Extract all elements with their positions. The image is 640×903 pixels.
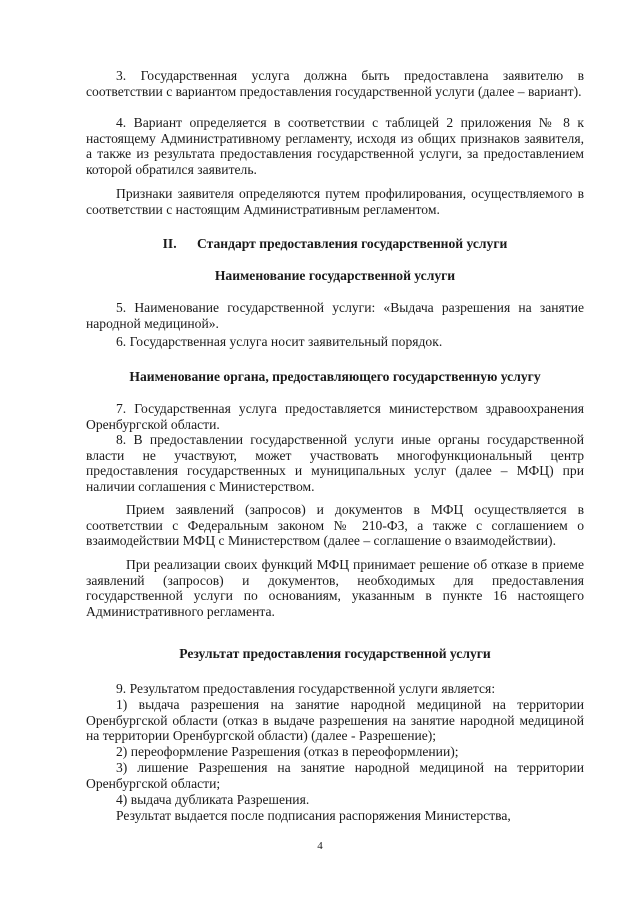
paragraph-9-item-1: 1) выдача разрешения на занятие народной медициной на территории Оренбургской области (отказ в выдаче разрешения на занятие народной медициной на территории Оренбургской области) (далее - Разрешение); xyxy=(86,697,584,744)
heading-service-name: Наименование государственной услуги xyxy=(214,268,456,283)
paragraph-3: 3. Государственная услуга должна быть предоставлена заявителю в соответствии с вариантом предоставления государственной услуги (далее – вариант). xyxy=(86,68,584,99)
page-number: 4 xyxy=(317,840,323,852)
paragraph-9-result-issued: Результат выдается после подписания распоряжения Министерства, xyxy=(116,808,511,823)
section-title: Стандарт предоставления государственной услуги xyxy=(197,236,508,251)
section-heading xyxy=(86,236,584,252)
paragraph-8: 8. В предоставлении государственной услуги иные органы государственной власти не участвуют, может участвовать многофункциональный центр предоставления государственных и муниципальных услуг (далее – МФЦ) при наличии соглашения с Министерством. xyxy=(86,432,584,494)
paragraph-6: 6. Государственная услуга носит заявительный порядок. xyxy=(116,334,443,349)
paragraph-9-item-4: 4) выдача дубликата Разрешения. xyxy=(116,792,310,807)
paragraph-9-item-3: 3) лишение Разрешения на занятие народной медициной на территории Оренбургской области; xyxy=(86,760,584,791)
paragraph-9-item-2: 2) переоформление Разрешения (отказ в переоформлении); xyxy=(116,744,459,759)
paragraph-4-profiling: Признаки заявителя определяются путем профилирования, осуществляемого в соответствии с настоящим Административным регламентом. xyxy=(86,186,584,217)
paragraph-8-mfc-functions: При реализации своих функций МФЦ принимает решение об отказе в приеме заявлений (запросов) и документов, необходимых для предоставления государственной услуги по основаниям, указанным в пункте 16 настоящего Административного регламента. xyxy=(86,557,584,619)
paragraph-4: 4. Вариант определяется в соответствии с таблицей 2 приложения № 8 к настоящему Административному регламенту, исходя из общих признаков заявителя, а также из результата предоставления государственной услуги, за предоставлением которой обратился заявитель. xyxy=(86,115,584,177)
paragraph-5: 5. Наименование государственной услуги: «Выдача разрешения на занятие народной медициной». xyxy=(86,300,584,331)
section-number: II. xyxy=(162,236,177,251)
heading-authority-name: Наименование органа, предоставляющего государственную услугу xyxy=(129,369,541,384)
heading-result: Результат предоставления государственной услуги xyxy=(179,646,491,661)
paragraph-9: 9. Результатом предоставления государственной услуги является: xyxy=(116,681,496,696)
paragraph-8-reception: Прием заявлений (запросов) и документов в МФЦ осуществляется в соответствии с Федеральным законом № 210-ФЗ, а также с соглашением о взаимодействии МФЦ с Министерством (далее – соглашение о взаимодействии). xyxy=(86,502,584,549)
paragraph-7: 7. Государственная услуга предоставляется министерством здравоохранения Оренбургской области. xyxy=(86,401,584,432)
